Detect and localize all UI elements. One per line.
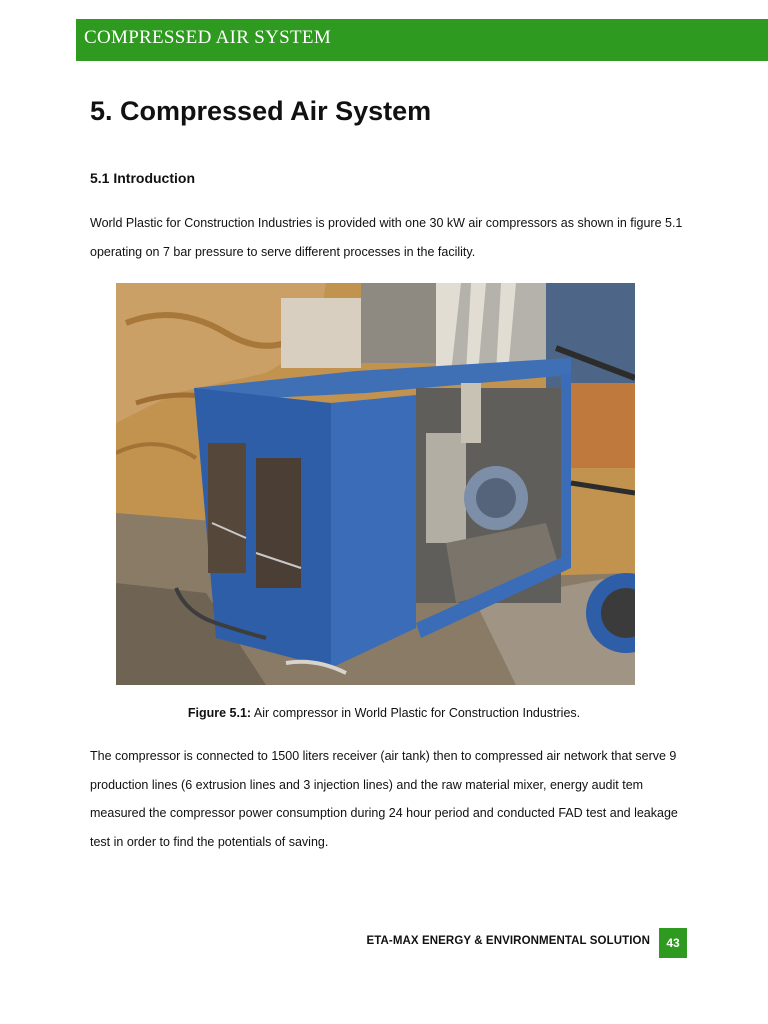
figure-caption: [0, 706, 768, 720]
figure-caption-text: Air compressor in World Plastic for Construction Industries.: [251, 706, 581, 720]
footer-company: ETA-MAX ENERGY & ENVIRONMENTAL SOLUTION: [366, 935, 650, 947]
page-number: 43: [659, 928, 687, 958]
body-paragraph: The compressor is connected to 1500 liters receiver (air tank) then to compressed air network that serve 9 production lines (6 extrusion lines and 3 injection lines) and the raw material mixer, energy audit tem measured the compressor power consumption during 24 hour period and conducted FAD test and leakage test in order to find the potentials of saving.: [90, 749, 678, 849]
figure-photo: [116, 283, 635, 685]
section-subtitle: 5.1 Introduction: [90, 170, 195, 186]
figure-label: Figure 5.1:: [187, 706, 252, 720]
intro-paragraph: World Plastic for Construction Industries is provided with one 30 kW air compressors as shown in figure 5.1 operating on 7 bar pressure to serve different processes in the facility.: [90, 216, 683, 259]
air-compressor-image: [116, 283, 635, 685]
section-title: 5. Compressed Air System: [90, 96, 432, 126]
header-band: [76, 19, 768, 61]
header-title: COMPRESSED AIR SYSTEM: [84, 27, 332, 48]
